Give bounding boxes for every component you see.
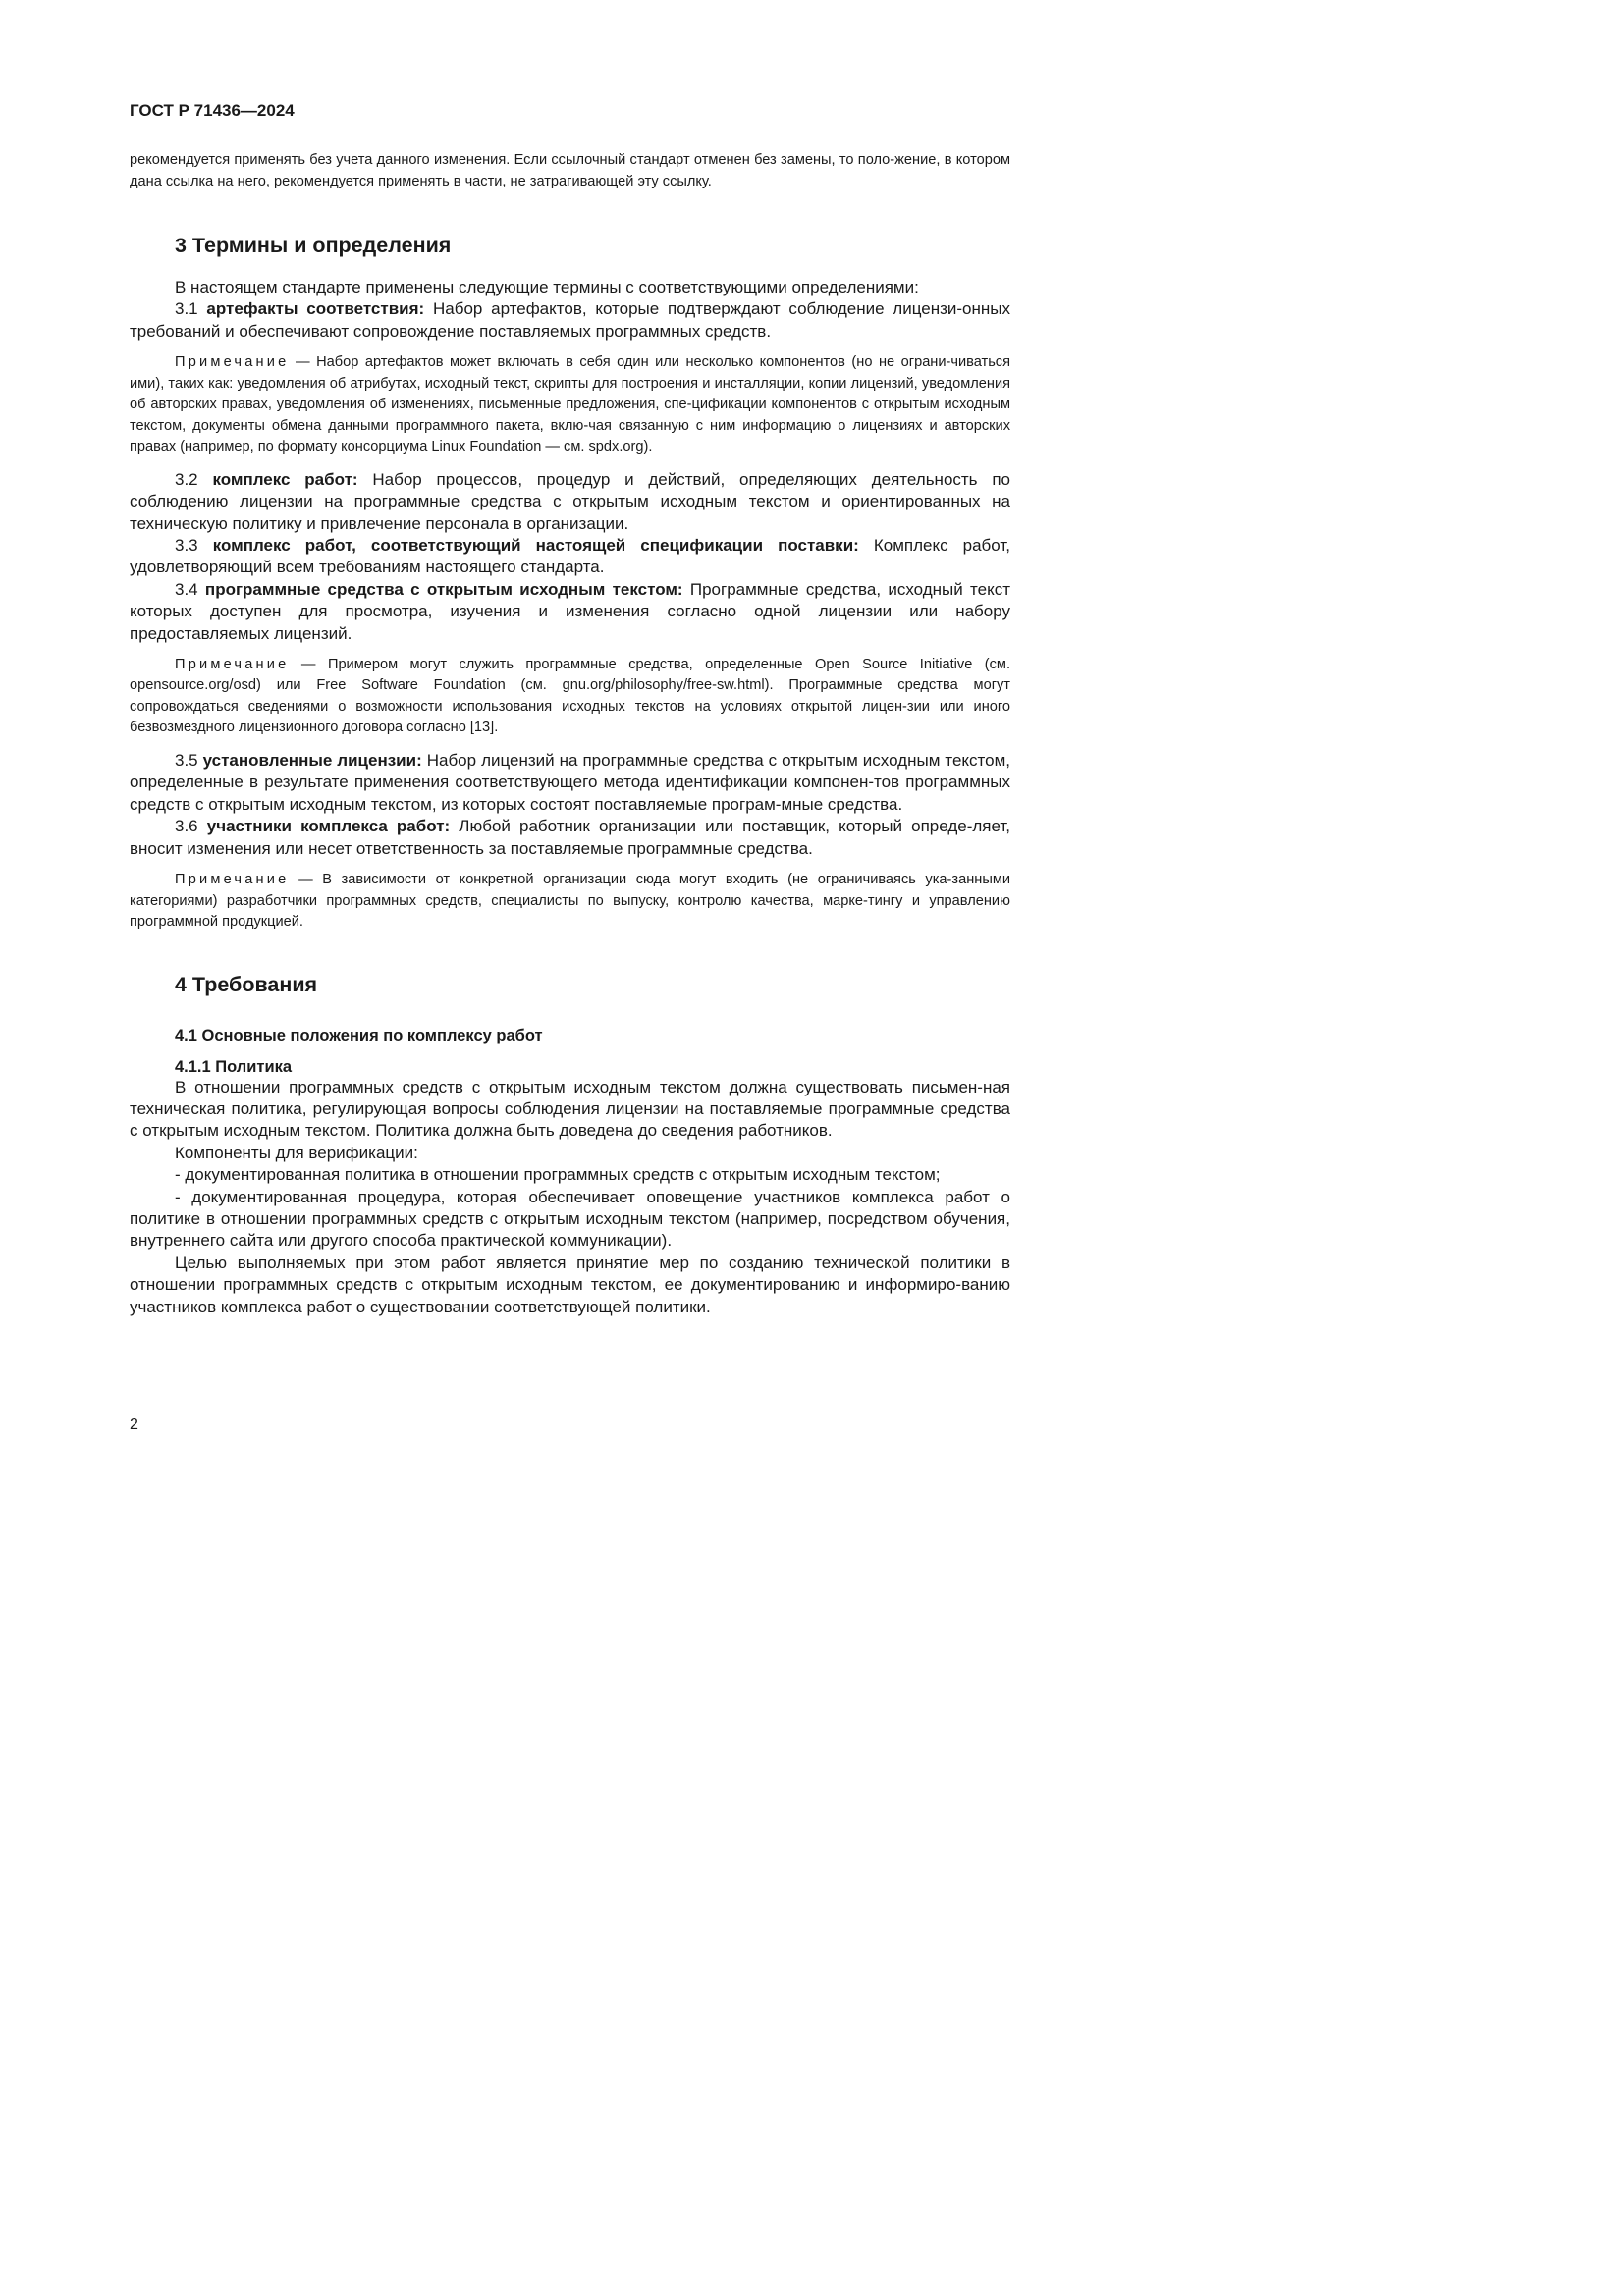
policy-paragraph-1: В отношении программных средств с открытым исходным текстом должна существовать письмен-ная техническая политика, регулирующая вопросы соблюдения лицензии на поставляемые программные средства с открытым исходным текстом. Политика должна быть доведена до сведения работников. — [130, 1077, 1010, 1141]
term-number: 3.4 — [175, 579, 205, 599]
term-number: 3.2 — [175, 469, 213, 489]
document-page — [0, 0, 1080, 1526]
policy-paragraph-5: Целью выполняемых при этом работ является принятие мер по созданию технической политики в отношении программных средств с открытым исходным текстом, ее документированию и информиро-ванию участников комплекса работ о существовании соответствующей политики. — [130, 1253, 1010, 1316]
term-name: комплекс работ, соответствующий настоящей спецификации поставки: — [212, 535, 859, 555]
note-label: Примечание — [175, 872, 290, 887]
term-3-3 — [130, 535, 1010, 579]
term-definition: Любой работник организации или поставщик, который опреде-ляет, вносит изменения или несет ответственность за поставляемые программные средства. — [130, 817, 1011, 858]
term-name: установленные лицензии: — [202, 750, 422, 770]
note-dash: — — [289, 872, 323, 887]
term-definition: Набор лицензий на программные средства с открытым исходным текстом, определенные в результате применения соответствующего метода идентификации компонен-тов программных средств с открытым исходным текстом, из которых состоят поставляемые програм-мные средства. — [130, 750, 1010, 814]
term-definition: Комплекс работ, удовлетворяющий всем требованиям настоящего стандарта. — [130, 535, 1011, 577]
term-definition: Программные средства, исходный текст которых доступен для просмотра, изучения и изменения согласно одной лицензии или набору предоставляемых лицензий. — [130, 579, 1011, 643]
term-3-1 — [130, 298, 1010, 343]
note-2 — [130, 655, 1010, 739]
page-content — [130, 150, 1010, 1318]
policy-paragraph-2: Компоненты для верификации: — [175, 1143, 418, 1162]
term-name: артефакты соответствия: — [206, 299, 425, 319]
section-3-lead: В настоящем стандарте применены следующие термины с соответствующими определениями: — [175, 278, 919, 296]
subsection-4-1-heading: 4.1 Основные положения по комплексу работ — [175, 1026, 543, 1044]
term-definition: Набор процессов, процедур и действий, определяющих деятельность по соблюдению лицензии на программные средства с открытым исходным текстом и ориентированных на техническую политику и привлечение персонала в организации. — [130, 469, 1010, 533]
intro-paragraph: рекомендуется применять без учета данного изменения. Если ссылочный стандарт отменен без замены, то поло-жение, в котором дана ссылка на него, рекомендуется применять в части, не затрагивающей эту ссылку. — [130, 152, 1010, 189]
term-name: комплекс работ: — [212, 469, 358, 489]
note-dash: — — [289, 354, 317, 371]
term-number: 3.6 — [175, 817, 207, 836]
term-number: 3.3 — [175, 535, 213, 555]
term-name: участники комплекса работ: — [206, 817, 451, 836]
term-definition: Набор артефактов, которые подтверждают соблюдение лицензи-онных требований и обеспечивают сопровождение поставляемых программных средств. — [130, 299, 1011, 341]
policy-list-item-1: - документированная политика в отношении программных средств с открытым исходным текстом; — [175, 1165, 941, 1185]
note-label: Примечание — [175, 656, 290, 672]
section-3-heading: 3 Термины и определения — [175, 234, 452, 257]
term-number: 3.1 — [175, 299, 207, 319]
note-text: В зависимости от конкретной организации сюда могут входить (не ограничиваясь ука-занными категориями) разработчики программных средств, специалисты по выпуску, контролю качества, марке-тингу и управлению программной продукцией. — [130, 872, 1011, 930]
note-text: Примером могут служить программные средства, определенные Open Source Initiative (см. opensource.org/osd) или Free Software Foundation (см. gnu.org/philosophy/free-sw.html). Программные средства могут сопровождаться сведениями о возможности использования исходных текстов на условиях открытой лицен-зии или иного безвозмездного лицензионного договора согласно [13]. — [130, 656, 1011, 736]
document-header: ГОСТ Р 71436—2024 — [130, 101, 295, 120]
term-3-5 — [130, 750, 1010, 816]
policy-list-item-2: - документированная процедура, которая обеспечивает оповещение участников комплекса работ о политике в отношении программных средств с открытым исходным текстом (например, посредством обучения, внутреннего сайта или другого способа практической коммуникации). — [130, 1187, 1010, 1251]
term-3-6 — [130, 816, 1010, 860]
section-4-heading: 4 Требования — [175, 972, 318, 996]
term-name: программные средства с открытым исходным текстом: — [204, 579, 683, 599]
subsection-4-1-1-heading: 4.1.1 Политика — [175, 1057, 293, 1076]
note-label: Примечание — [175, 354, 290, 371]
note-1 — [130, 352, 1010, 458]
page-number: 2 — [130, 1416, 138, 1433]
note-dash: — — [289, 656, 328, 672]
term-3-4 — [130, 579, 1010, 645]
note-3 — [130, 870, 1010, 934]
term-3-2 — [130, 469, 1010, 535]
note-text: Набор артефактов может включать в себя один или несколько компонентов (но не ограни-чиваться ими), таких как: уведомления об атрибутах, исходный текст, скрипты для построения и инсталляции, копии лицензий, уведомления об авторских правах, уведомления об изменениях, письменные предложения, спе-цификации компонентов с открытым исходным текстом, документы обмена данными программного пакета, вклю-чая связанную с ним информацию о лицензиях и авторских правах (например, по формату консорциума Linux Foundation — см. spdx.org). — [130, 354, 1011, 455]
term-number: 3.5 — [175, 750, 203, 770]
